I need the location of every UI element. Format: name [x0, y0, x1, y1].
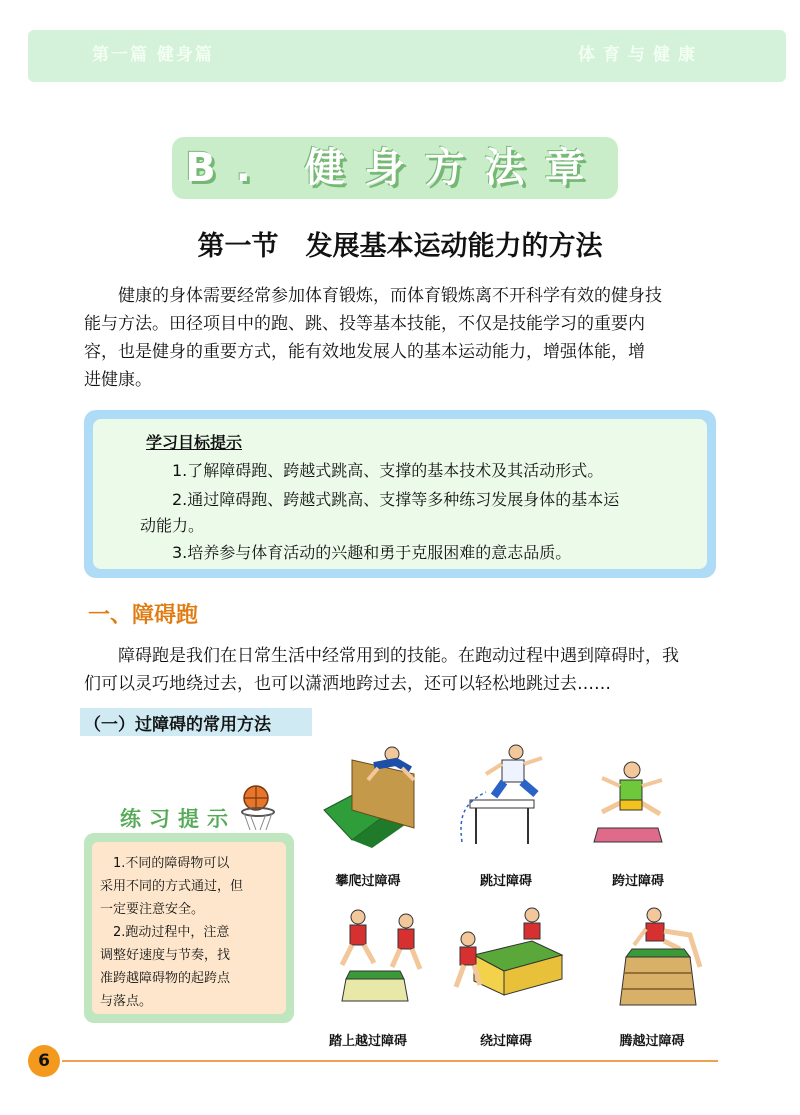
caption-climb: 攀爬过障碍	[335, 874, 401, 889]
goal-item: 1.了解障碍跑、跨越式跳高、支撑的基本技术及其活动形式。	[172, 461, 604, 480]
learning-goals-title: 学习目标提示	[146, 433, 243, 452]
goal-item: 3.培养参与体育活动的兴趣和勇于克服困难的意志品质。	[172, 543, 572, 562]
tips-line: 2.跑动过程中，注意	[100, 925, 230, 940]
paragraph-line: 们可以灵巧地绕过去，也可以潇洒地跨过去，还可以轻松地跳过去……	[84, 674, 611, 694]
intro-line: 能与方法。田径项目中的跑、跳、投等基本技能，不仅是技能学习的重要内	[84, 314, 645, 334]
tips-line: 一定要注意安全。	[100, 902, 205, 917]
part-heading-obstacle-run: 一、障碍跑	[88, 603, 199, 628]
tips-line: 1.不同的障碍物可以	[100, 856, 230, 871]
caption-go-around: 绕过障碍	[479, 1034, 532, 1049]
header-book-part: 第一篇 健身篇	[92, 45, 214, 65]
tips-line: 准跨越障碍物的起跨点	[100, 971, 231, 986]
goal-item: 2.通过障碍跑、跨越式跳高、支撑等多种练习发展身体的基本运	[172, 490, 620, 509]
header-subject: 体育与健康	[578, 45, 703, 65]
intro-line: 进健康。	[84, 370, 152, 390]
intro-paragraph	[84, 282, 724, 394]
step-over-illustration	[322, 905, 432, 1015]
tips-line: 与落点。	[100, 994, 153, 1009]
footer-rule	[62, 1060, 718, 1062]
caption-step-over: 踏上越过障碍	[328, 1034, 407, 1049]
practice-tips-title: 练习提示	[120, 807, 236, 831]
caption-jump: 跳过障碍	[479, 874, 532, 889]
tips-line: 调整好速度与节奏，找	[100, 948, 231, 963]
tips-line: 采用不同的方式通过，但	[100, 879, 244, 894]
vault-over-illustration	[600, 905, 710, 1015]
basketball-hoop-icon	[236, 780, 280, 834]
caption-vault: 腾越过障碍	[619, 1034, 685, 1049]
page-number: 6	[28, 1045, 60, 1077]
stride-over-illustration	[588, 760, 688, 860]
goal-item: 动能力。	[140, 516, 205, 535]
sub-heading-methods: （一）过障碍的常用方法	[84, 715, 271, 735]
caption-stride: 跨过障碍	[611, 874, 664, 889]
obstacle-run-paragraph	[84, 642, 724, 698]
climb-over-illustration	[322, 740, 442, 850]
intro-line: 健康的身体需要经常参加体育锻炼，而体育锻炼离不开科学有效的健身技	[118, 286, 662, 306]
intro-line: 容，也是健身的重要方式，能有效地发展人的基本运动能力，增强体能，增	[84, 342, 645, 362]
section-title: 第一节 发展基本运动能力的方法	[197, 231, 603, 262]
paragraph-line: 障碍跑是我们在日常生活中经常用到的技能。在跑动过程中遇到障碍时，我	[118, 646, 679, 666]
jump-over-illustration	[456, 744, 556, 854]
go-around-illustration	[446, 905, 566, 1015]
chapter-title: B. 健身方法章	[185, 145, 605, 191]
